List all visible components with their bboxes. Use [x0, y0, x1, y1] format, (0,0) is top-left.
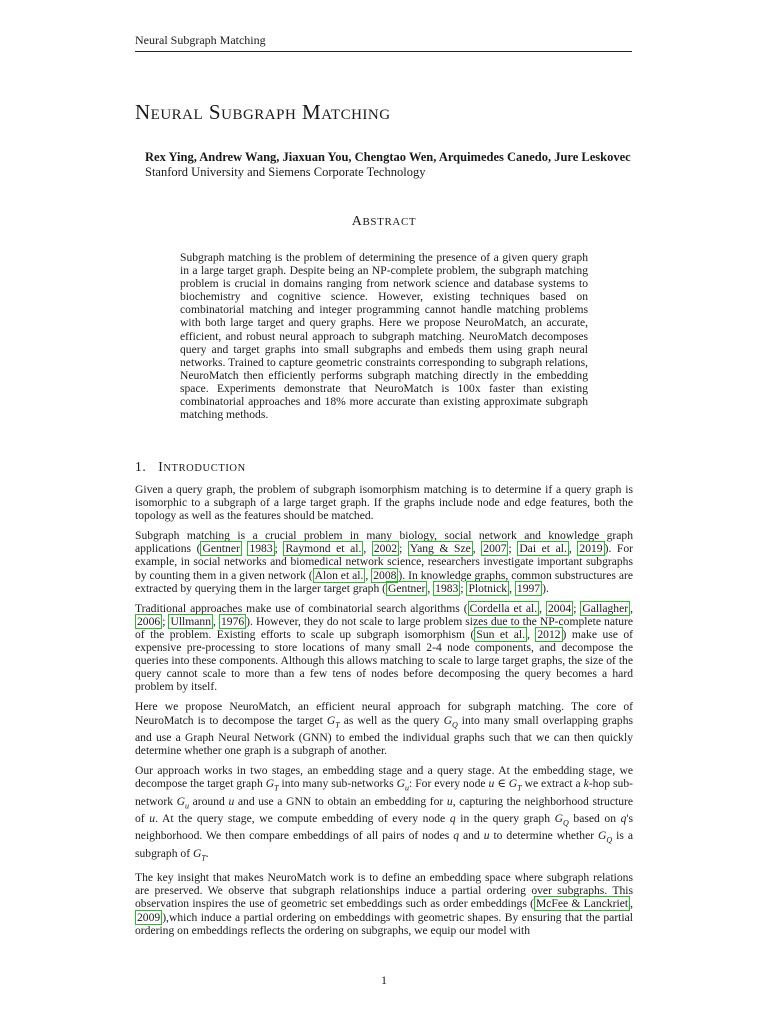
paragraph-2: Subgraph matching is a crucial problem in many biology, social network and knowledge graph applications ( Gentner 1983 ; Raymond et al. , 2002 ; Yang & Sze , 2007 ; Dai et al. , 2019 ). For example, in social networks and biomedical network science, researchers investigate important subgraphs by counting them in a given network ( Alon et al. , 2008 ). In knowledge graphs, common substructures are extracted by querying them in the larger target graph ( Gentner , 1983 ; Plotnick , 1997 ).: [135, 529, 634, 595]
math-symbol: u: [149, 812, 156, 825]
math-symbol: u: [446, 794, 453, 808]
citation-link[interactable]: 2009: [137, 910, 161, 924]
citation-link[interactable]: 1983: [435, 581, 459, 595]
running-header: Neural Subgraph Matching: [135, 33, 632, 52]
math-symbol: $G_T$: [192, 846, 206, 863]
citation-link[interactable]: Yang & Sze: [409, 542, 471, 556]
citation-link[interactable]: Sun et al.: [476, 627, 525, 641]
abstract-heading: ABSTRACT: [351, 214, 417, 229]
citation-link[interactable]: 1983: [249, 542, 273, 556]
math-symbol: u ∈ $G_T$: [488, 777, 522, 793]
affiliation: Stanford University and Siemens Corporate Technology: [145, 165, 426, 179]
citation-link[interactable]: 2019: [579, 542, 603, 556]
paragraph-1: Given a query graph, the problem of subgraph isomorphism matching is to determine if a query graph is isomorphic to a subgraph of a large target graph. If the graphs include node and edge features, both the topology as well as the features should be matched.: [135, 483, 633, 523]
citation-link[interactable]: Gentner: [388, 581, 426, 595]
citation-link[interactable]: Plotnick: [468, 581, 508, 595]
citation-link[interactable]: 1976: [220, 614, 245, 628]
citation-link[interactable]: Gentner: [202, 542, 240, 556]
citation-link[interactable]: 2006: [137, 614, 161, 628]
math-symbol: $G_T$: [326, 713, 340, 729]
math-symbol: $G_u$: [396, 777, 410, 793]
citation-link[interactable]: Raymond et al.: [285, 542, 362, 556]
page-number: 1: [381, 973, 387, 987]
citation-link[interactable]: 2004: [548, 601, 572, 615]
citation-link[interactable]: 2012: [537, 627, 561, 641]
citation-link[interactable]: Ullmann: [170, 614, 212, 628]
math-symbol: $G_u$: [176, 794, 189, 810]
abstract-text: Subgraph matching is the problem of determining the presence of a given query graph in a large target graph. Despite being an NP-complete problem, the subgraph matching problem is crucial in domains ranging from network science and database systems to biochemistry and cognitive science. However, existing techniques based on combinatorial matching and integer programming cannot handle matching problems with both large target and query graphs. Here we propose NeuroMatch, an accurate, efficient, and robust neural approach to subgraph matching. NeuroMatch decomposes query and target graphs into small subgraphs and embeds them using graph neural networks. Trained to capture geometric constraints corresponding to subgraph relations, NeuroMatch then efficiently performs subgraph matching directly in the embedding space. Experiments demonstrate that NeuroMatch is 100x faster than existing combinatorial approaches and 18% more accurate than existing approximate subgraph matching methods.: [180, 251, 588, 422]
citation-link[interactable]: Gallagher: [582, 601, 629, 615]
paragraph-4: Here we propose NeuroMatch, an efficient neural approach for subgraph matching. The core of NeuroMatch is to decompose the target $G_T$ as well as the query $G_Q$ into many small overlapping graphs and use a Graph Neural Network (GNN) to embed the individual graphs such that we can then quickly determine whether one graph is a subgraph of another.: [135, 700, 633, 757]
citation-link[interactable]: 1997: [516, 581, 541, 595]
body-text: [135, 483, 633, 944]
math-symbol: k: [583, 777, 589, 791]
math-symbol: $G_Q$: [443, 713, 458, 729]
paragraph-6: The key insight that makes NeuroMatch work is to define an embedding space where subgraph relations are preserved. We observe that subgraph relationships induce a partial ordering over subgraphs. This observation inspires the use of geometric set embeddings such as order embeddings ( McFee & Lanckriet , 2009 ),which induce a partial ordering on embeddings with geometric shapes. By ensuring that the partial ordering on embeddings reflects the ordering on subgraphs, we equip our model with: [135, 871, 633, 937]
math-symbol: q: [449, 812, 456, 825]
citation-link[interactable]: Dai et al.: [519, 542, 567, 556]
paragraph-5: Our approach works in two stages, an embedding stage and a query stage. At the embedding stage, we decompose the target graph $G_T$ into many sub-networks $G_u$: For every node u ∈ $G_T$ we extract a k-hop sub-network $G_u$ around u and use a GNN to obtain an embedding for u, capturing the neighborhood structure of u. At the query stage, we compute embedding of every node q in the query graph $G_Q$ based on q's neighborhood. We then compare embeddings of all pairs of nodes q and u to determine whether $G_Q$ is a subgraph of $G_T$.: [135, 764, 634, 863]
citation-link[interactable]: 2002: [373, 542, 398, 556]
math-symbol: u: [483, 829, 490, 843]
math-symbol: $G_Q$: [554, 812, 569, 828]
citation-link[interactable]: Cordella et al.: [469, 601, 538, 615]
math-symbol: $G_T$: [265, 777, 279, 793]
math-symbol: u: [228, 794, 235, 808]
paragraph-3: Traditional approaches make use of combinatorial search algorithms ( Cordella et al. , 2004 ; Gallagher , 2006 ; Ullmann , 1976 ). However, they do not scale to large problem sizes due to the NP-complete nature of the problem. Existing efforts to scale up subgraph isomorphism ( Sun et al. , 2012 ) make use of expensive pre-processing to store locations of many small 2-4 node components, and decompose the queries into these components. Although this allows matching to scale to large target graphs, the size of the query cannot scale to more than a few tens of nodes before decomposing the query becomes a hard problem by itself.: [135, 601, 634, 694]
math-symbol: q: [620, 812, 627, 825]
citation-link[interactable]: Alon et al.: [314, 568, 364, 582]
paper-title: NEURAL SUBGRAPH MATCHING: [135, 100, 391, 124]
citation-link[interactable]: McFee & Lanckriet: [535, 897, 629, 911]
citation-link[interactable]: 2008: [373, 568, 397, 582]
author-list: Rex Ying, Andrew Wang, Jiaxuan You, Chengtao Wen, Arquimedes Canedo, Jure Leskovec: [145, 150, 631, 164]
citation-link[interactable]: 2007: [483, 542, 507, 556]
math-symbol: $G_Q$: [598, 829, 613, 845]
math-symbol: q: [453, 829, 460, 843]
section-heading-introduction: 1. INTRODUCTION: [135, 459, 246, 474]
